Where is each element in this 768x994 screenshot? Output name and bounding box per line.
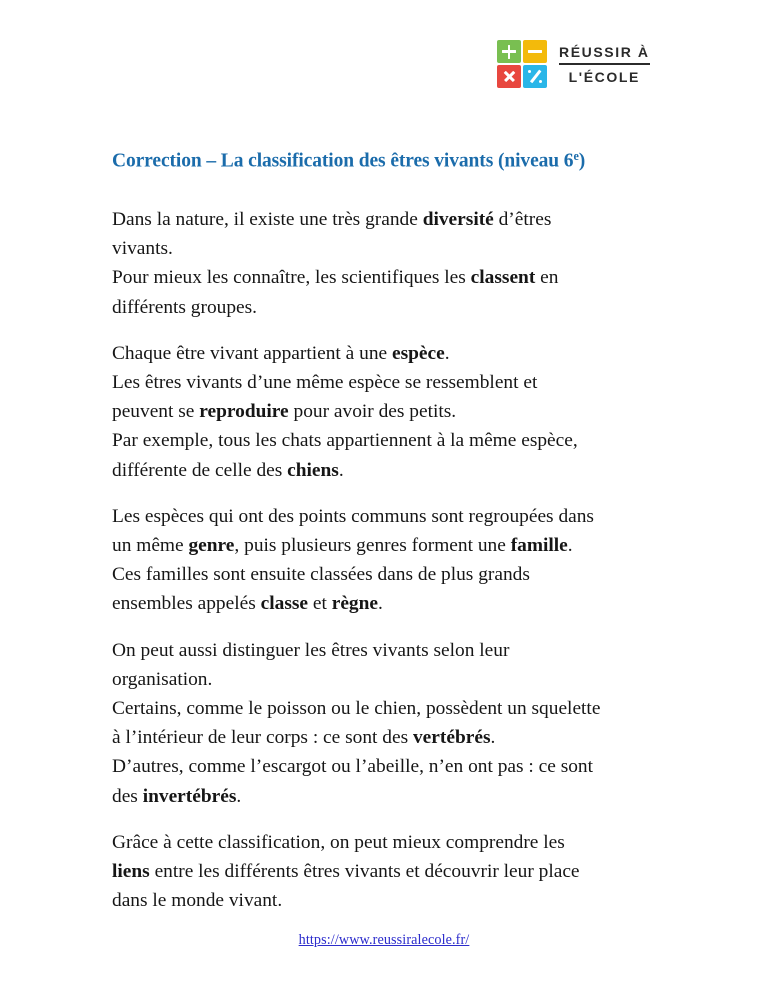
page-title — [112, 149, 672, 172]
text-run: . — [444, 342, 450, 364]
key-term: reproduire — [199, 401, 289, 423]
text-run: et — [308, 593, 332, 615]
key-term: règne — [331, 593, 379, 615]
key-term: diversité — [422, 209, 494, 230]
text-run: Pour mieux les connaître, les scientifiques les — [112, 267, 471, 289]
text-run: Les espèces qui ont des points communs sont regroupées dans — [112, 505, 594, 527]
text-run: un même — [112, 535, 189, 557]
page-title-main: Correction – La classification des êtres vivants (niveau 6 — [112, 150, 574, 172]
text-line — [112, 339, 658, 368]
text-line — [112, 456, 658, 485]
logo-word-bottom: L'ÉCOLE — [568, 68, 640, 85]
key-term: espèce — [391, 342, 445, 364]
text-line — [112, 752, 658, 781]
text-line — [112, 723, 658, 752]
minus-icon — [523, 40, 547, 63]
text-line — [112, 397, 658, 426]
paragraph-diversite — [112, 205, 658, 322]
key-term: genre — [188, 535, 235, 557]
logo-cell-minus — [523, 40, 547, 63]
logo-operator-grid — [497, 40, 547, 88]
text-run: . — [236, 785, 242, 807]
text-run: D’autres, comme l’escargot ou l’abeille, n’en ont pas : ce sont — [112, 756, 594, 778]
text-run: . — [338, 459, 344, 481]
text-run: Dans la nature, il existe une très grande — [112, 209, 423, 230]
logo-cell-divide — [523, 65, 547, 88]
text-line — [112, 531, 658, 560]
text-run: dans le monde vivant. — [112, 890, 283, 912]
text-line — [112, 694, 658, 723]
text-line — [112, 665, 658, 694]
text-run: peuvent se — [112, 401, 200, 423]
logo-word-top: RÉUSSIR À — [559, 43, 650, 60]
text-line — [112, 263, 658, 292]
text-run: On peut aussi distinguer les êtres vivants selon leur — [112, 639, 510, 661]
text-run: vivants. — [112, 238, 173, 260]
text-run: Chaque être vivant appartient à une — [112, 342, 392, 364]
key-term: liens — [112, 861, 150, 883]
text-run: Par exemple, tous les chats appartiennent à la même espèce, — [112, 430, 578, 452]
text-run: à l’intérieur de leur corps : ce sont des — [112, 727, 413, 749]
text-line — [112, 636, 658, 665]
text-run: Les êtres vivants d’une même espèce se ressemblent et — [112, 372, 538, 394]
page-title-superscript: e — [573, 149, 579, 164]
text-run: ensembles appelés — [112, 593, 261, 615]
key-term: classent — [470, 267, 536, 289]
text-line — [112, 293, 658, 322]
logo-wordmark — [559, 45, 650, 84]
document-body — [112, 205, 658, 915]
page-title-suffix: ) — [578, 150, 586, 172]
plus-icon — [497, 40, 521, 63]
paragraph-conclusion — [112, 828, 658, 916]
logo-cell-multiply — [497, 65, 521, 88]
text-line — [112, 857, 658, 886]
text-run: en — [535, 267, 559, 289]
text-line — [112, 502, 658, 531]
logo-cell-plus — [497, 40, 521, 63]
text-run: Certains, comme le poisson ou le chien, possèdent un squelette — [112, 698, 601, 720]
site-logo — [497, 40, 650, 88]
text-line — [112, 205, 658, 234]
divide-icon — [523, 65, 547, 88]
text-run: d’êtres — [493, 209, 552, 230]
multiply-icon — [497, 65, 521, 88]
paragraph-espece — [112, 339, 658, 485]
paragraph-vertebres — [112, 636, 658, 811]
text-line — [112, 782, 658, 811]
key-term: chiens — [287, 459, 339, 481]
text-run: différente de celle des — [112, 459, 288, 481]
text-line — [112, 886, 658, 915]
paragraph-genre-famille — [112, 502, 658, 619]
text-line — [112, 828, 658, 857]
text-run: entre les différents êtres vivants et découvrir leur place — [149, 861, 580, 883]
key-term: famille — [510, 535, 568, 557]
text-run: pour avoir des petits. — [288, 401, 457, 423]
text-run: des — [112, 785, 143, 807]
text-line — [112, 234, 658, 263]
key-term: invertébrés — [142, 785, 237, 807]
key-term: vertébrés — [412, 727, 491, 749]
text-run: . — [378, 593, 383, 615]
text-run: . — [490, 727, 496, 749]
text-line — [112, 426, 658, 455]
text-run: Grâce à cette classification, on peut mieux comprendre les — [112, 831, 565, 853]
text-run: . — [567, 535, 573, 557]
text-line — [112, 368, 658, 397]
text-run: organisation. — [112, 668, 213, 690]
text-run: différents groupes. — [112, 296, 258, 318]
footer-website-link[interactable]: https://www.reussiralecole.fr/ — [298, 932, 470, 948]
key-term: classe — [260, 593, 309, 615]
text-run: Ces familles sont ensuite classées dans de plus grands — [112, 564, 530, 586]
text-line — [112, 589, 658, 618]
text-run: , puis plusieurs genres forment une — [234, 535, 511, 557]
text-line — [112, 560, 658, 589]
